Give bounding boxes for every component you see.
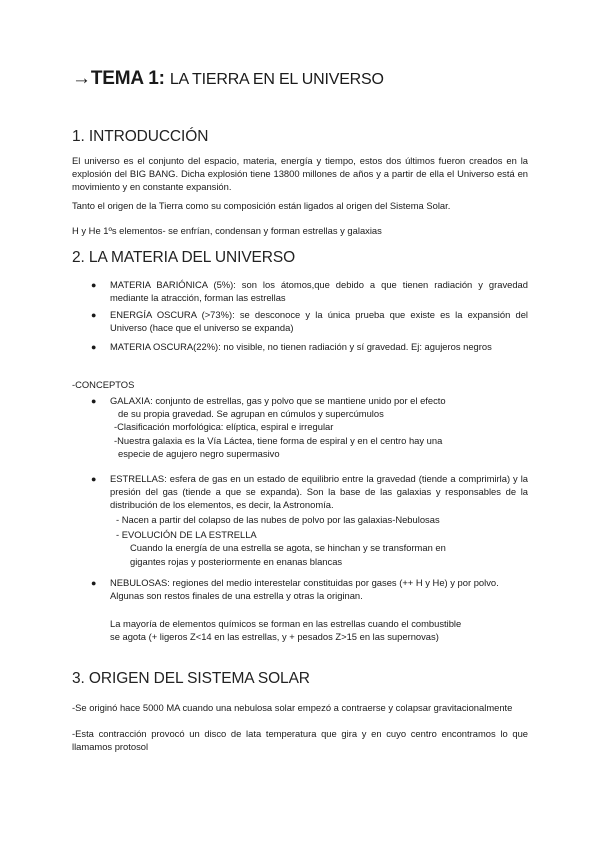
nebulosas-text: NEBULOSAS: regiones del medio interestelar constituidas por gases (++ H y He) y por polvo. Algunas son restos finales de una estrella y otras la originan. xyxy=(110,577,499,601)
estrellas-sub-3: Cuando la energía de una estrella se agota, se hinchan y se transforman en xyxy=(130,542,446,553)
estrellas-sub-4: gigantes rojas y posteriormente en enanas blancas xyxy=(130,556,343,567)
list-item-energia-oscura: ENERGÍA OSCURA (>73%): se desconoce y la única prueba que existe es la expansión del Universo (hace que el universo se expanda) xyxy=(110,309,528,333)
estrellas-sub-1: - Nacen a partir del colapso de las nubes de polvo por las galaxias-Nebulosas xyxy=(116,514,440,525)
galaxia-line-3: -Clasificación morfológica: elíptica, espiral e irregular xyxy=(114,421,334,432)
estrellas-text: ESTRELLAS: esfera de gas en un estado de equilibrio entre la gravedad (tiende a comprimirla) y la presión del gas (tiende a que se expanda). Son la base de las galaxias y responsables de la distribución de los elementos, es decir, la Astronomía. xyxy=(110,473,528,510)
title-arrow: → xyxy=(72,68,91,89)
sistema-solar-paragraph-2: -Esta contracción provocó un disco de lata temperatura que gira y en cuyo centro encontramos lo que llamamos protosol xyxy=(72,728,528,752)
bullet-icon: ● xyxy=(91,280,97,290)
galaxia-line-1: GALAXIA: conjunto de estrellas, gas y polvo que se mantiene unido por el efecto xyxy=(110,395,446,406)
nebulosas-line-1: La mayoría de elementos químicos se forman en las estrellas cuando el combustible xyxy=(110,618,462,629)
bullet-icon: ● xyxy=(91,578,97,588)
bullet-icon: ● xyxy=(91,396,97,406)
nebulosas-line-2: se agota (+ ligeros Z<14 en las estrellas, y + pesados Z>15 en las supernovas) xyxy=(110,631,439,642)
title-rest: LA TIERRA EN EL UNIVERSO xyxy=(169,71,384,88)
list-item-materia-barionica: MATERIA BARIÓNICA (5%): son los átomos,que debido a que tienen radiación y gravedad mediante la atracción, forman las estrellas xyxy=(110,279,528,303)
galaxia-line-5: especie de agujero negro supermasivo xyxy=(118,448,280,459)
bullet-icon: ● xyxy=(91,342,97,352)
intro-paragraph-3: H y He 1ºs elementos- se enfrían, condensan y forman estrellas y galaxias xyxy=(72,225,382,236)
list-item-materia-oscura: MATERIA OSCURA(22%): no visible, no tienen radiación y sí gravedad. Ej: agujeros negros xyxy=(110,341,492,352)
galaxia-line-4: -Nuestra galaxia es la Vía Láctea, tiene forma de espiral y en el centro hay una xyxy=(114,435,443,446)
galaxia-line-2: de su propia gravedad. Se agrupan en cúmulos y supercúmulos xyxy=(118,408,384,419)
conceptos-label: -CONCEPTOS xyxy=(72,379,135,390)
title-lead: TEMA 1: xyxy=(90,68,165,89)
section-heading-sistema-solar: 3. ORIGEN DEL SISTEMA SOLAR xyxy=(72,670,310,687)
estrellas-sub-2: - EVOLUCIÓN DE LA ESTRELLA xyxy=(116,529,257,540)
section-heading-materia: 2. LA MATERIA DEL UNIVERSO xyxy=(72,249,296,266)
intro-paragraph-2: Tanto el origen de la Tierra como su composición están ligados al origen del Sistema Solar. xyxy=(72,200,451,211)
bullet-icon: ● xyxy=(91,310,97,320)
intro-paragraph-1: El universo es el conjunto del espacio, materia, energía y tiempo, estos dos últimos fueron creados en la explosión del BIG BANG. Dicha explosión tiene 13800 millones de años y a partir de ella el Universo está en movimiento y en constante expansión. xyxy=(72,155,528,192)
bullet-icon: ● xyxy=(91,474,97,484)
section-heading-introduccion: 1. INTRODUCCIÓN xyxy=(72,128,209,145)
sistema-solar-paragraph-1: -Se originó hace 5000 MA cuando una nebulosa solar empezó a contraerse y colapsar gravitacionalmente xyxy=(72,702,513,713)
page-title xyxy=(72,68,384,90)
